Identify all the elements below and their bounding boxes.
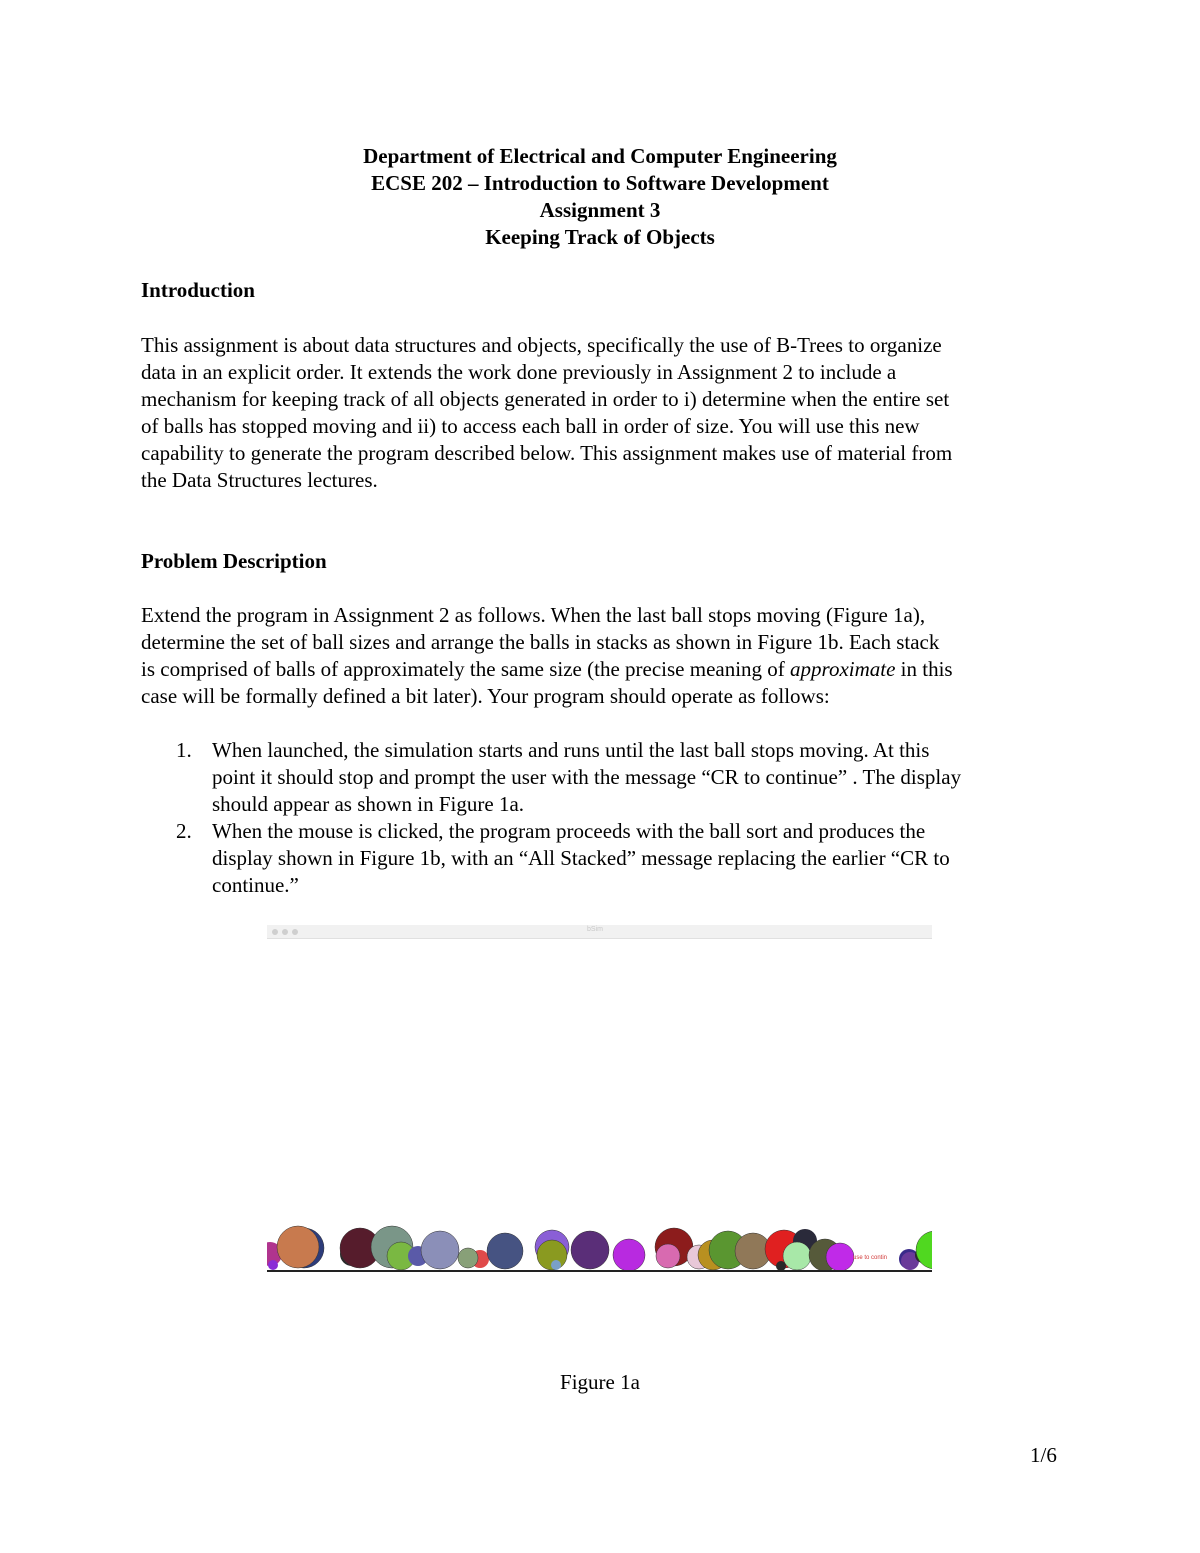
ball-simulation-canvas <box>267 925 932 1273</box>
problem-line-text: in this <box>895 657 953 681</box>
introduction-heading: Introduction <box>141 278 255 302</box>
ball <box>277 1226 319 1268</box>
intro-line: data in an explicit order. It extends the work done previously in Assignment 2 to include a <box>141 360 897 384</box>
list-item-number: 2. <box>176 819 192 843</box>
list-item-text <box>212 818 1072 899</box>
introduction-paragraph <box>141 332 1071 494</box>
ball <box>268 1260 278 1270</box>
problem-line-text: is comprised of balls of approximately the same size (the precise meaning of <box>141 657 791 681</box>
list-item-line: display shown in Figure 1b, with an “All Stacked” message replacing the earlier “CR to <box>212 846 950 870</box>
approximate-emphasis: approximate <box>790 657 896 681</box>
ball <box>783 1242 811 1270</box>
list-item-line: When the mouse is clicked, the program proceeds with the ball sort and produces the <box>212 819 926 843</box>
list-item-line: continue.” <box>212 873 299 897</box>
figure-caption: Figure 1a <box>560 1370 640 1394</box>
ball <box>826 1243 854 1271</box>
ball <box>656 1244 680 1268</box>
continue-prompt: use to contin <box>853 1255 888 1261</box>
ball <box>613 1239 645 1271</box>
ground-line <box>267 1270 932 1272</box>
intro-line: mechanism for keeping track of all objects generated in order to i) determine when the entire set <box>141 387 950 411</box>
list-item-number: 1. <box>176 738 192 762</box>
ball <box>458 1248 478 1268</box>
intro-line: the Data Structures lectures. <box>141 468 378 492</box>
assignment-number: Assignment 3 <box>539 198 661 222</box>
department-title: Department of Electrical and Computer Engineering <box>363 144 837 168</box>
course-title: ECSE 202 – Introduction to Software Development <box>371 171 829 195</box>
ball <box>421 1231 459 1269</box>
page-number: 1/6 <box>1030 1443 1057 1467</box>
intro-line: capability to generate the program described below. This assignment makes use of material from <box>141 441 953 465</box>
ball <box>551 1260 561 1270</box>
intro-line: This assignment is about data structures and objects, specifically the use of B-Trees to organize <box>141 333 942 357</box>
figure-1a-screenshot <box>267 925 932 1273</box>
problem-paragraph <box>141 602 1071 710</box>
list-item-line: should appear as shown in Figure 1a. <box>212 792 525 816</box>
problem-line <box>141 656 1071 683</box>
list-item-line: When launched, the simulation starts and runs until the last ball stops moving. At this <box>212 738 930 762</box>
ball <box>571 1231 609 1269</box>
ball <box>487 1233 523 1269</box>
assignment-title: Keeping Track of Objects <box>485 225 715 249</box>
problem-line: determine the set of ball sizes and arrange the balls in stacks as shown in Figure 1b. Each stack <box>141 630 940 654</box>
problem-line: Extend the program in Assignment 2 as follows. When the last ball stops moving (Figure 1a), <box>141 603 926 627</box>
list-item-line: point it should stop and prompt the user with the message “CR to continue” . The display <box>212 765 962 789</box>
list-item-text <box>212 737 1072 818</box>
problem-line: case will be formally defined a bit later). Your program should operate as follows: <box>141 684 830 708</box>
intro-line: of balls has stopped moving and ii) to access each ball in order of size. You will use this new <box>141 414 920 438</box>
window-title: bSim <box>587 926 603 933</box>
problem-description-heading: Problem Description <box>141 549 327 573</box>
